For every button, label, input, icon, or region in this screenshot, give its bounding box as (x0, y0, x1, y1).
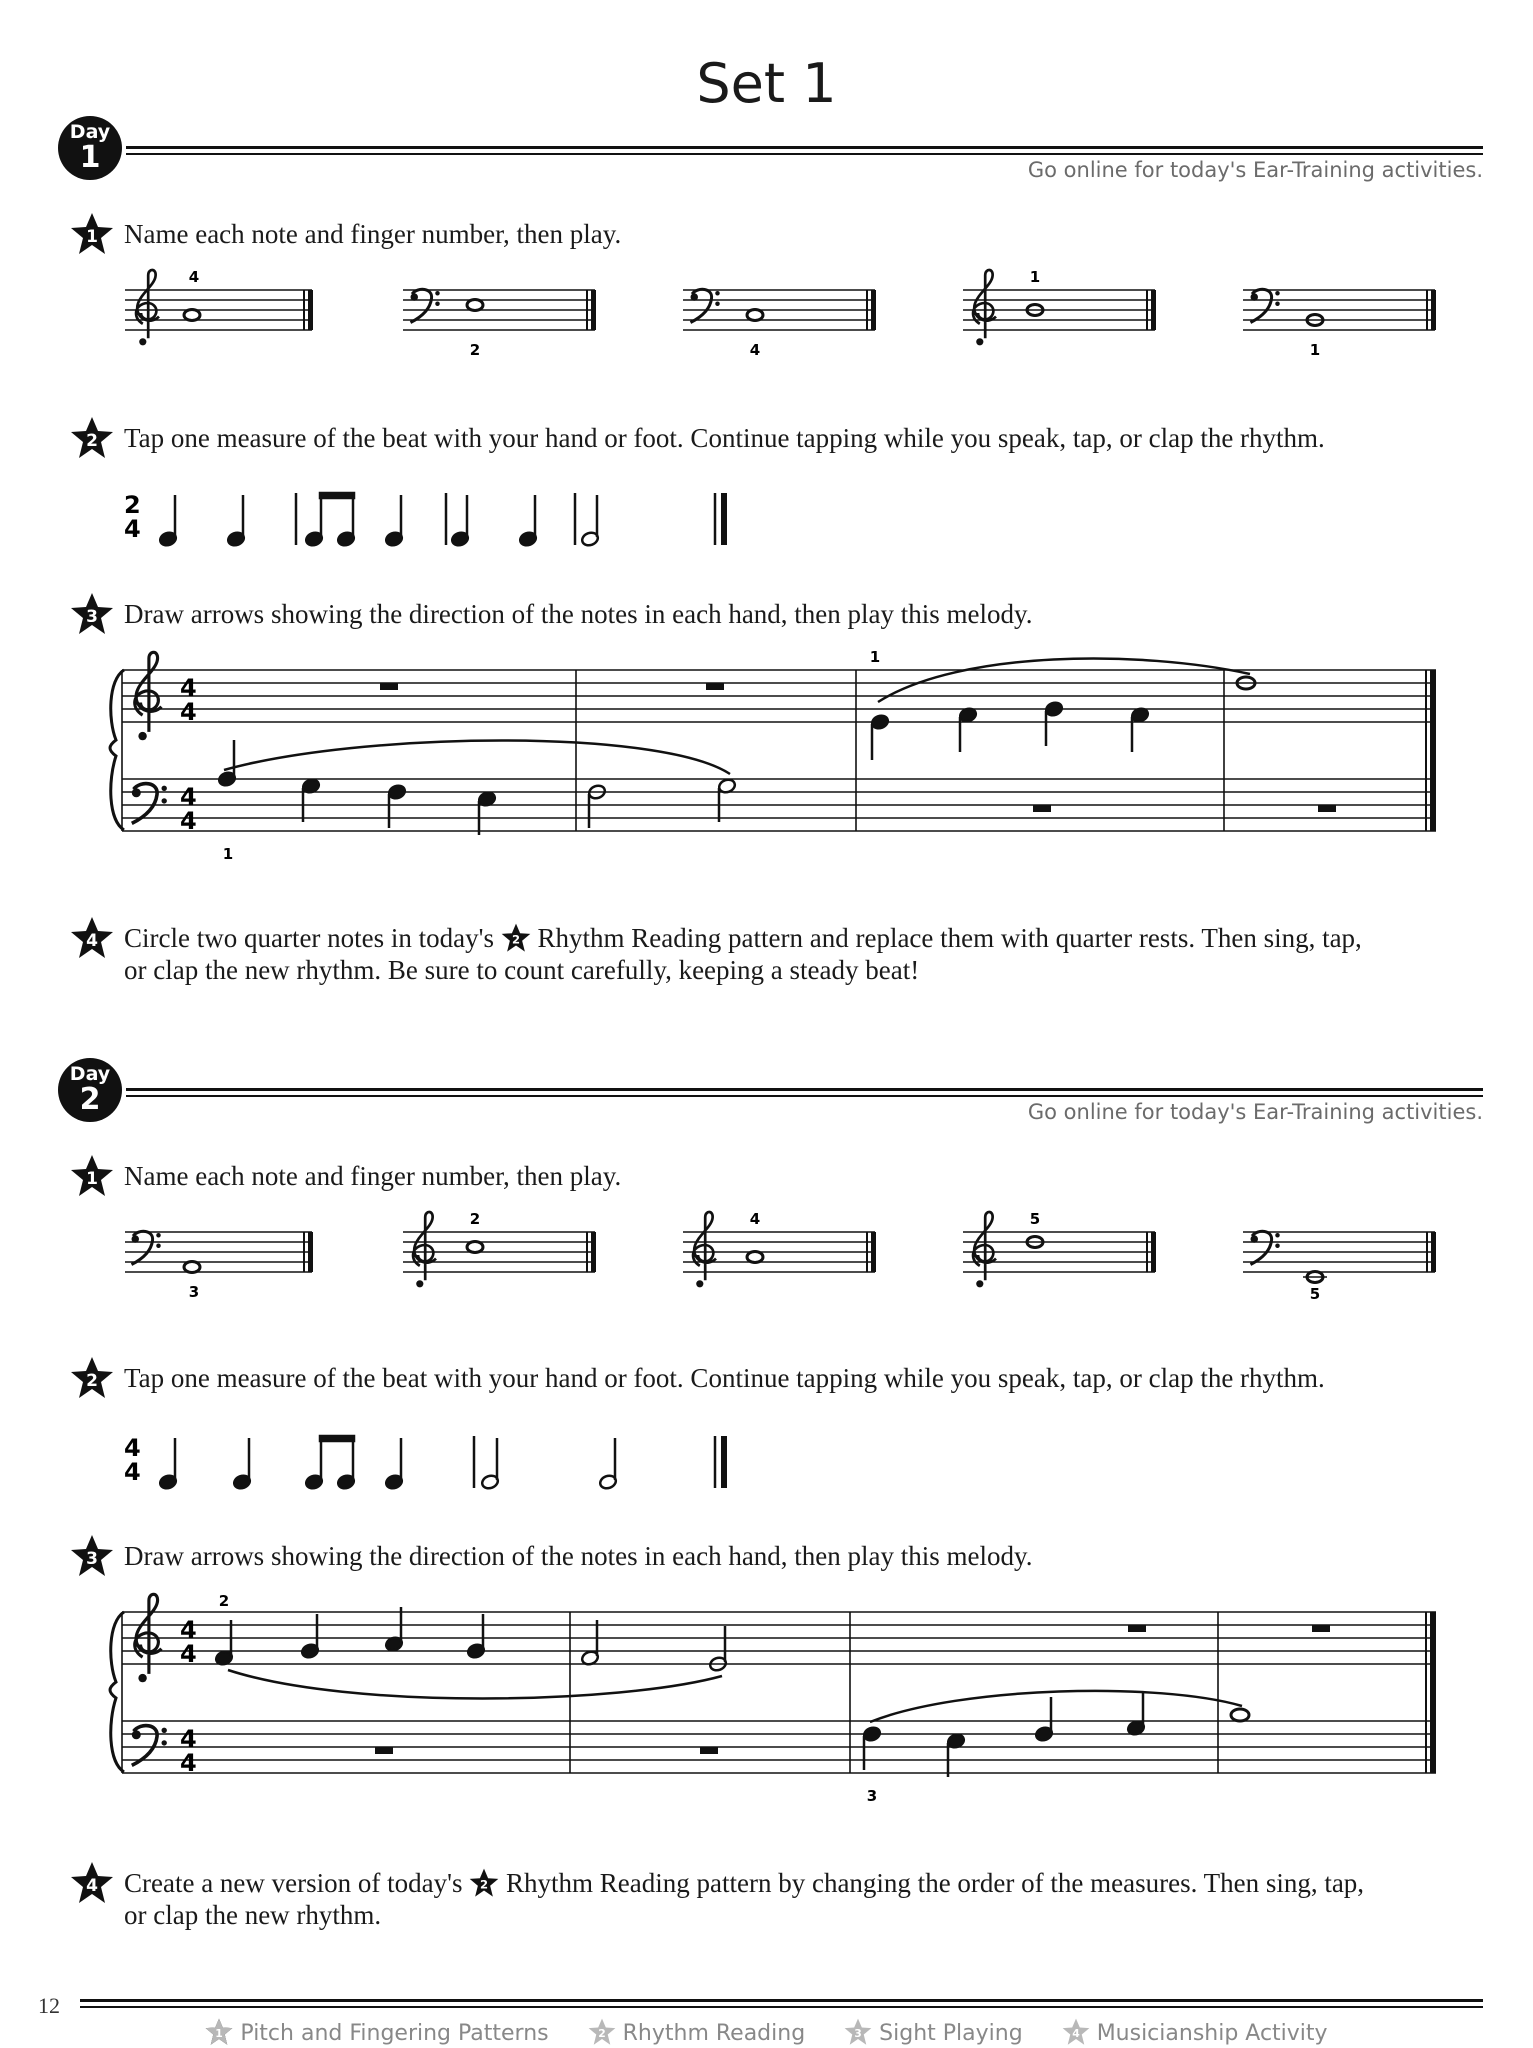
note-naming-staves (120, 260, 1450, 370)
day-badge (58, 1058, 122, 1122)
legend-star-icon (1062, 2018, 1090, 2046)
legend-item (1062, 2018, 1328, 2046)
finger-number: 2 (469, 341, 481, 359)
svg-text:2: 2 (86, 1371, 98, 1391)
svg-text:3: 3 (86, 607, 98, 627)
svg-text:2: 2 (597, 2027, 606, 2041)
rhythm-reading-star-icon (501, 923, 531, 953)
step-star-icon (70, 1534, 114, 1578)
rhythm-reading-star-icon (469, 1868, 499, 1898)
step-star-icon (70, 212, 114, 256)
melody-grand-staff (100, 1582, 1460, 1812)
time-sig-top: 4 (180, 674, 197, 702)
svg-text:2: 2 (86, 431, 98, 451)
finger-number: 4 (749, 341, 761, 359)
time-signature-top: 4 (124, 1434, 141, 1462)
legend-label: Sight Playing (879, 2021, 1023, 2046)
finger-number: 1 (222, 845, 234, 863)
time-sig-top: 4 (180, 1616, 197, 1644)
section-rule (126, 153, 1483, 155)
svg-text:3: 3 (854, 2027, 862, 2041)
day-number: 2 (79, 1082, 101, 1117)
staff-1 (125, 268, 313, 345)
legend-label: Rhythm Reading (622, 2021, 806, 2046)
step-star-icon (70, 1861, 114, 1905)
time-signature-top: 2 (124, 491, 141, 519)
section-rule (126, 146, 1483, 149)
time-sig-bottom: 4 (180, 1749, 197, 1777)
step-text: Name each note and finger number, then play. (124, 219, 622, 249)
step-star-icon (70, 1154, 114, 1198)
footer-legend (0, 2018, 1533, 2046)
online-note: Go online for today's Ear-Training activities. (1027, 1100, 1483, 1124)
svg-text:1: 1 (215, 2027, 224, 2041)
svg-text:4: 4 (1071, 2027, 1080, 2041)
legend-item (588, 2018, 806, 2046)
staff-3 (683, 1210, 876, 1287)
step-star-icon (70, 592, 114, 636)
legend-item (844, 2018, 1023, 2046)
time-sig-bottom: 4 (180, 807, 197, 835)
footer-rule (80, 2006, 1483, 2008)
finger-number: 3 (866, 1787, 878, 1805)
time-signature-bottom: 4 (124, 515, 141, 543)
step-star-icon (70, 1356, 114, 1400)
day-label: Day (69, 121, 111, 143)
day-badge (58, 116, 122, 180)
step-text: or clap the new rhythm. Be sure to count carefully, keeping a steady beat! (124, 955, 920, 985)
online-note: Go online for today's Ear-Training activities. (1027, 158, 1483, 182)
legend-star-icon (588, 2018, 616, 2046)
page-number: 12 (38, 1993, 60, 2018)
legend-star-icon (205, 2018, 233, 2046)
note-naming-staves (120, 1202, 1450, 1312)
finger-number: 2 (218, 1592, 230, 1610)
finger-number: 1 (1309, 341, 1321, 359)
step-text: or clap the new rhythm. (124, 1900, 382, 1930)
legend-star-icon (844, 2018, 872, 2046)
time-sig-top: 4 (180, 1725, 197, 1753)
finger-number: 5 (1309, 1285, 1321, 1303)
finger-number: 5 (1029, 1210, 1041, 1228)
staff-5 (1243, 289, 1436, 359)
staff-2 (403, 1210, 596, 1287)
legend-label: Pitch and Fingering Patterns (240, 2021, 549, 2046)
rhythm-line (118, 485, 758, 555)
svg-text:1: 1 (86, 227, 98, 247)
step-text: Tap one measure of the beat with your hand or foot. Continue tapping while you speak, tap, or clap the rhythm. (124, 423, 1325, 453)
svg-text:4: 4 (86, 931, 98, 951)
step-star-icon (70, 416, 114, 460)
time-sig-top: 4 (180, 783, 197, 811)
finger-number: 4 (749, 1210, 761, 1228)
legend-item (205, 2018, 548, 2046)
step-text: Circle two quarter notes in today's (124, 923, 495, 953)
legend-label: Musicianship Activity (1096, 2021, 1328, 2046)
step-text: Create a new version of today's (124, 1868, 463, 1898)
section-rule (126, 1088, 1483, 1091)
time-sig-bottom: 4 (180, 698, 197, 726)
step-text: Rhythm Reading pattern by changing the order of the measures. Then sing, tap, (506, 1868, 1365, 1898)
staff-4 (963, 268, 1156, 345)
step-text: Draw arrows showing the direction of the notes in each hand, then play this melody. (124, 599, 1033, 629)
step-star-icon (70, 916, 114, 960)
staff-2 (403, 289, 596, 359)
svg-text:2: 2 (480, 1877, 489, 1892)
finger-number: 1 (1029, 268, 1041, 286)
time-signature-bottom: 4 (124, 1458, 141, 1486)
step-text: Tap one measure of the beat with your hand or foot. Continue tapping while you speak, tap, or clap the rhythm. (124, 1363, 1325, 1393)
staff-1 (125, 1231, 313, 1301)
rhythm-line (118, 1428, 758, 1498)
svg-text:3: 3 (86, 1549, 98, 1569)
section-rule (126, 1095, 1483, 1097)
step-text: Rhythm Reading pattern and replace them with quarter rests. Then sing, tap, (537, 923, 1362, 953)
staff-4 (963, 1210, 1156, 1287)
svg-text:2: 2 (511, 932, 520, 947)
finger-number: 4 (188, 268, 200, 286)
day-label: Day (69, 1063, 111, 1085)
step-text: Draw arrows showing the direction of the notes in each hand, then play this melody. (124, 1541, 1033, 1571)
svg-text:1: 1 (86, 1169, 98, 1189)
step-text: Name each note and finger number, then play. (124, 1161, 622, 1191)
day-number: 1 (79, 140, 101, 175)
finger-number: 3 (188, 1283, 200, 1301)
melody-grand-staff (100, 640, 1460, 870)
finger-number: 1 (869, 648, 881, 666)
staff-5 (1243, 1231, 1436, 1303)
footer-rule (80, 1999, 1483, 2002)
page-title: Set 1 (696, 52, 837, 115)
staff-3 (683, 289, 876, 359)
time-sig-bottom: 4 (180, 1640, 197, 1668)
finger-number: 2 (469, 1210, 481, 1228)
svg-text:4: 4 (86, 1876, 98, 1896)
